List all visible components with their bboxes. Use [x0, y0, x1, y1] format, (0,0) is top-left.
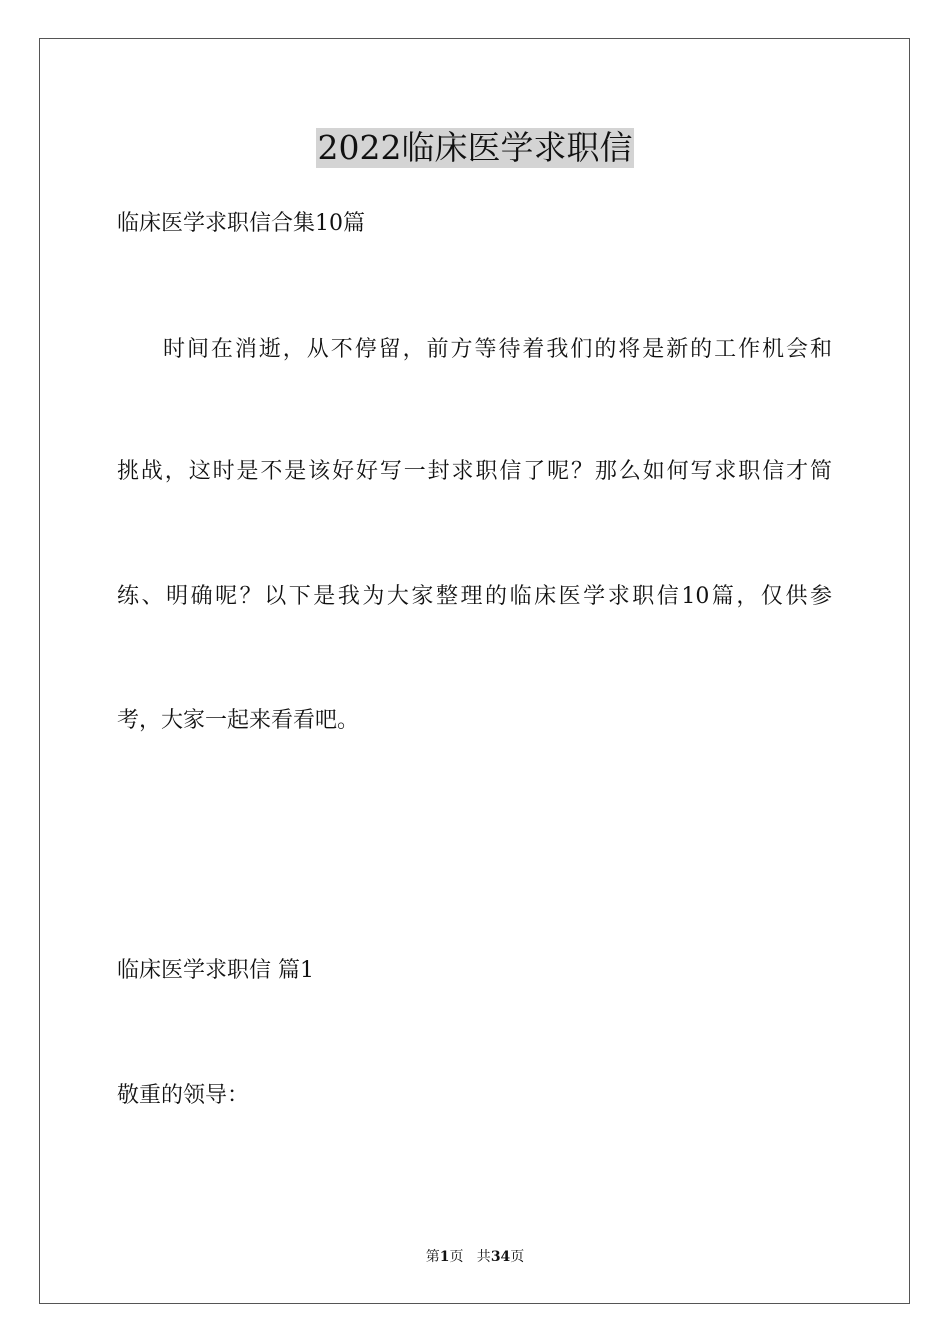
page-footer: [0, 1248, 950, 1266]
intro-line-2: 挑战，这时是不是该好好写一封求职信了呢？那么如何写求职信才简: [117, 459, 832, 484]
footer-page-current: 1: [439, 1249, 450, 1265]
title-container: [0, 128, 950, 168]
intro-line-4: 考，大家一起来看看吧。: [117, 708, 360, 733]
intro-line-3: 练、明确呢？以下是我为大家整理的临床医学求职信10篇，仅供参: [117, 584, 832, 609]
document-title: 2022临床医学求职信: [317, 128, 633, 167]
footer-page-total: 34: [490, 1249, 511, 1265]
footer-page-suffix: 页: [510, 1249, 525, 1265]
section-heading: 临床医学求职信 篇1: [117, 958, 314, 983]
salutation: 敬重的领导：: [117, 1083, 250, 1108]
intro-line-1: 时间在消逝，从不停留，前方等待着我们的将是新的工作机会和: [163, 337, 832, 362]
footer-page-prefix: 第: [425, 1249, 440, 1265]
footer-page-mid: 页 共: [449, 1249, 491, 1265]
document-subtitle: 临床医学求职信合集10篇: [117, 211, 365, 236]
